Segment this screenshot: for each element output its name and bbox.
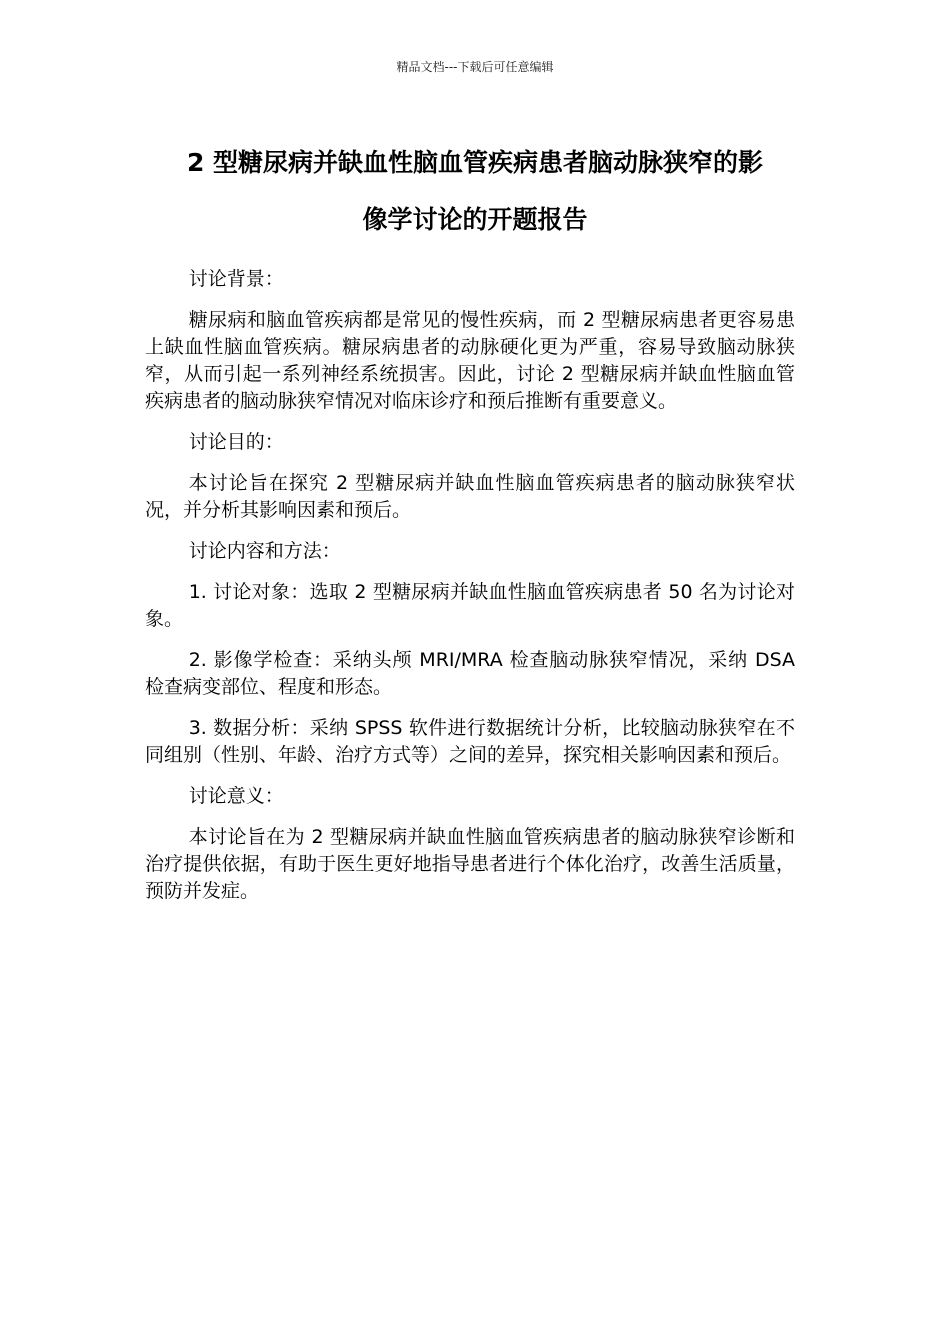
list-item-analysis: 3. 数据分析：采纳 SPSS 软件进行数据统计分析，比较脑动脉狭窄在不同组别（性别、年龄、治疗方式等）之间的差异，探究相关影响因素和预后。 bbox=[145, 717, 795, 766]
title-line-1: 2 型糖尿病并缺血性脑血管疾病患者脑动脉狭窄的影 bbox=[186, 148, 764, 177]
section-heading-significance: 讨论意义： bbox=[188, 785, 284, 807]
header-note: 精品文档---下载后可任意编辑 bbox=[396, 60, 554, 74]
paragraph-significance: 本讨论旨在为 2 型糖尿病并缺血性脑血管疾病患者的脑动脉狭窄诊断和治疗提供依据，有助于医生更好地指导患者进行个体化治疗，改善生活质量，预防并发症。 bbox=[145, 826, 795, 902]
section-heading-purpose: 讨论目的： bbox=[188, 431, 284, 453]
list-item-subjects: 1. 讨论对象：选取 2 型糖尿病并缺血性脑血管疾病患者 50 名为讨论对象。 bbox=[145, 581, 795, 630]
section-heading-background: 讨论背景： bbox=[188, 268, 284, 290]
list-item-imaging: 2. 影像学检查：采纳头颅 MRI/MRA 检查脑动脉狭窄情况，采纳 DSA 检查病变部位、程度和形态。 bbox=[145, 649, 795, 698]
section-heading-methods: 讨论内容和方法： bbox=[188, 540, 341, 562]
document-title bbox=[140, 134, 810, 248]
paragraph-background: 糖尿病和脑血管疾病都是常见的慢性疾病，而 2 型糖尿病患者更容易患上缺血性脑血管疾病。糖尿病患者的动脉硬化更为严重，容易导致脑动脉狭窄，从而引起一系列神经系统损害。因此，讨论 2 型糖尿病并缺血性脑血管疾病患者的脑动脉狭窄情况对临床诊疗和预后推断有重要意义。 bbox=[145, 309, 795, 412]
title-line-2: 像学讨论的开题报告 bbox=[362, 205, 588, 234]
document-body bbox=[145, 266, 795, 919]
paragraph-purpose: 本讨论旨在探究 2 型糖尿病并缺血性脑血管疾病患者的脑动脉狭窄状况，并分析其影响因素和预后。 bbox=[145, 472, 795, 521]
